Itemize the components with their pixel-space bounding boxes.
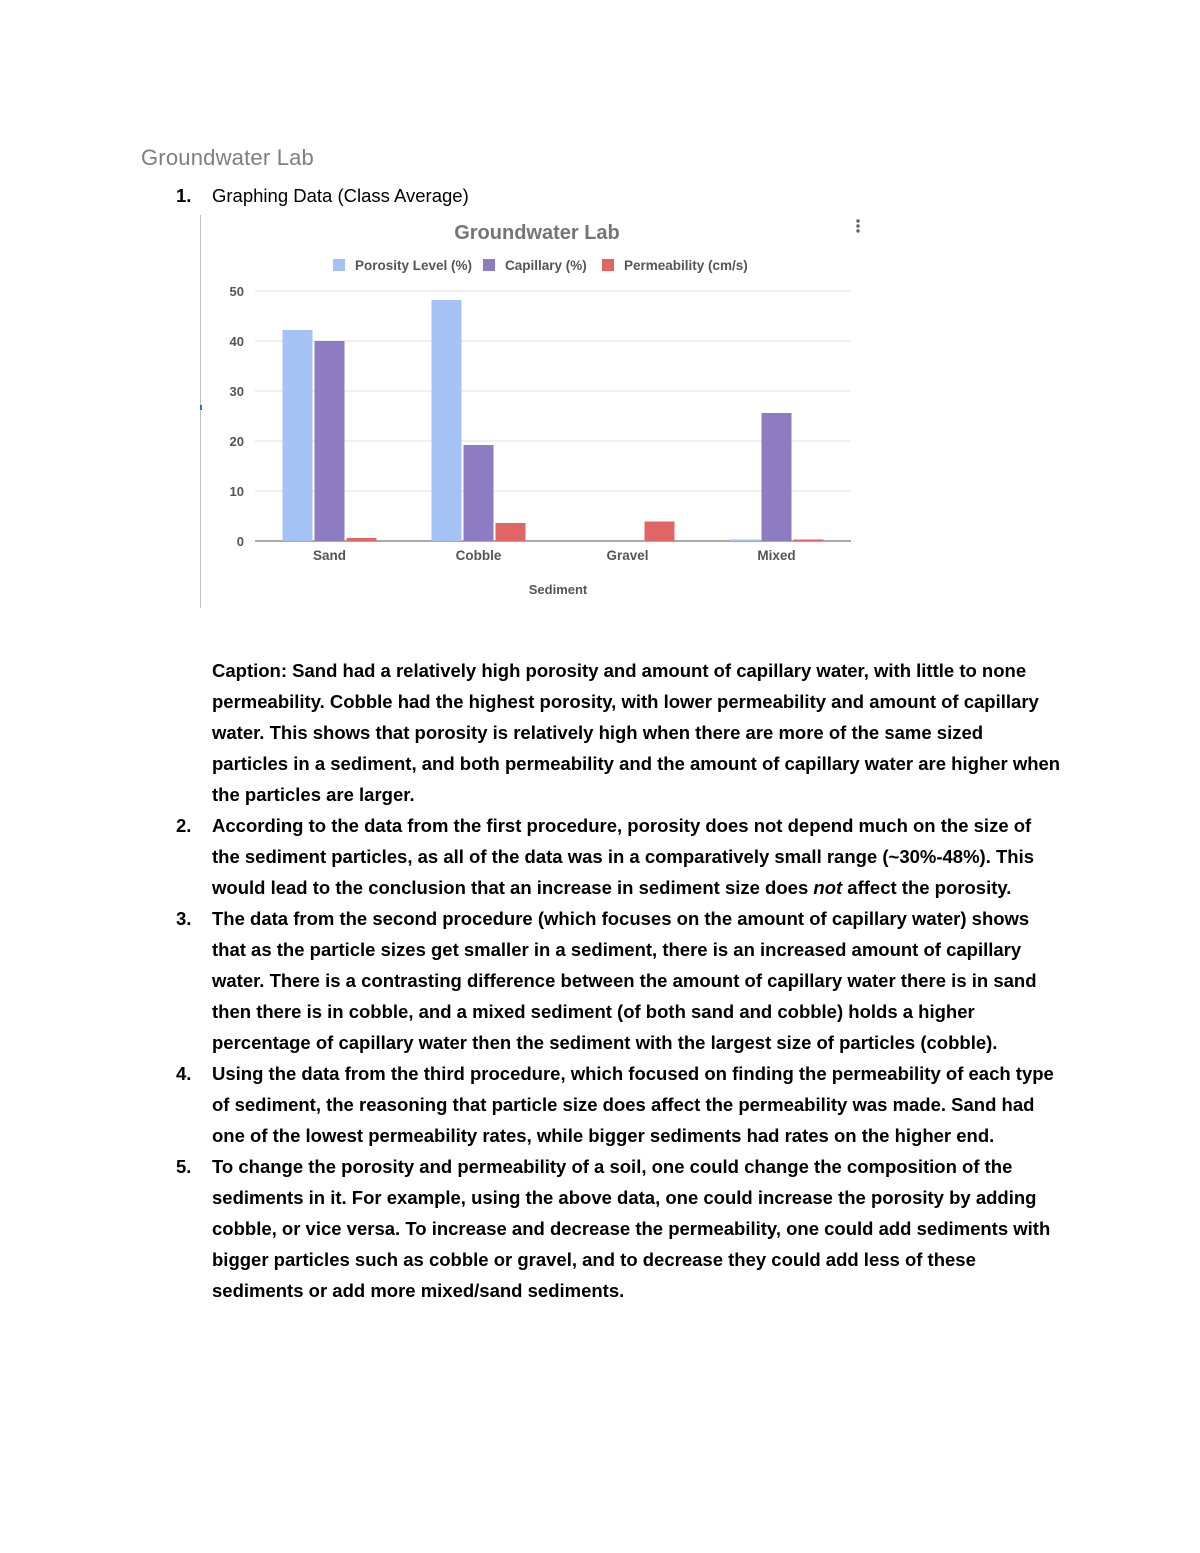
bar-mixed-1 xyxy=(762,413,792,541)
legend-swatch-1 xyxy=(483,259,495,271)
y-tick-label: 20 xyxy=(229,434,244,449)
page-title: Groundwater Lab xyxy=(141,145,314,170)
legend-label-0: Porosity Level (%) xyxy=(355,258,473,273)
chart-container xyxy=(200,215,920,615)
item-emphasis: not xyxy=(813,877,843,898)
item-heading: Graphing Data (Class Average) xyxy=(212,185,469,206)
chart-selection-handle xyxy=(200,405,202,410)
more-vert-icon-dot-0 xyxy=(856,219,859,222)
bar-cobble-0 xyxy=(432,300,462,541)
bar-cobble-1 xyxy=(464,445,494,541)
y-tick-label: 10 xyxy=(229,484,244,499)
legend-swatch-2 xyxy=(602,259,614,271)
bar-sand-1 xyxy=(315,341,345,541)
x-axis-label: Sediment xyxy=(528,582,588,597)
item-text: To change the porosity and permeability of a soil, one could change the composition of the sediments in it. For example, using the above data, one could increase the porosity by adding cobble, or vice versa. To increase and decrease the permeability, one could add sediments with bigger particles such as cobble or gravel, and to decrease they could add less of these sediments or add more mixed/sand sediments. xyxy=(212,1156,1051,1301)
y-tick-label: 40 xyxy=(229,334,244,349)
item-number: 3. xyxy=(176,908,192,929)
legend-swatch-0 xyxy=(333,259,345,271)
more-vert-icon-dot-1 xyxy=(856,224,859,227)
x-tick-label: Mixed xyxy=(757,548,796,563)
x-tick-label: Sand xyxy=(312,548,347,563)
legend-label-1: Capillary (%) xyxy=(505,258,587,273)
item-number: 1. xyxy=(176,185,192,206)
item-text: Using the data from the third procedure, which focused on finding the permeability of each type of sediment, the reasoning that particle size does affect the permeability was made. Sand had one of the lowest permeability rates, while bigger sediments had rates on the higher end. xyxy=(212,1063,1054,1146)
question-list xyxy=(141,180,1061,1306)
bar-sand-0 xyxy=(283,330,313,541)
y-tick-label: 50 xyxy=(229,284,244,299)
list-item-4 xyxy=(141,1058,1061,1151)
groundwater-chart xyxy=(200,215,920,615)
list-item-3 xyxy=(141,903,1061,1058)
item-text: The data from the second procedure (which focuses on the amount of capillary water) shows that as the particle sizes get smaller in a sediment, there is an increased amount of capillary water. There is a contrasting difference between the amount of capillary water there is in sand then there is in cobble, and a mixed sediment (of both sand and cobble) holds a higher percentage of capillary water then the sediment with the largest size of particles (cobble). xyxy=(212,908,1037,1053)
x-tick-label: Gravel xyxy=(606,548,649,563)
y-tick-label: 30 xyxy=(229,384,244,399)
item-text-end: affect the porosity. xyxy=(842,877,1012,898)
chart-title: Groundwater Lab xyxy=(454,222,620,244)
bar-mixed-2 xyxy=(794,540,824,542)
list-item-1 xyxy=(141,180,1061,810)
item-number: 5. xyxy=(176,1156,192,1177)
item-number: 4. xyxy=(176,1063,192,1084)
list-item-5 xyxy=(141,1151,1061,1306)
more-vert-icon-dot-2 xyxy=(856,229,859,232)
bar-mixed-0 xyxy=(730,540,760,542)
item-number: 2. xyxy=(176,815,192,836)
bar-cobble-2 xyxy=(496,523,526,541)
x-tick-label: Cobble xyxy=(455,548,502,563)
list-item-2 xyxy=(141,810,1061,903)
bar-gravel-2 xyxy=(645,522,675,542)
chart-caption: Caption: Sand had a relatively high porosity and amount of capillary water, with little to none permeability. Cobble had the highest porosity, with lower permeability and amount of capillary water. This shows that porosity is relatively high when there are more of the same sized particles in a sediment, and both permeability and the amount of capillary water are higher when the particles are larger. xyxy=(212,660,1061,805)
bar-sand-2 xyxy=(347,538,377,541)
y-tick-label: 0 xyxy=(236,534,244,549)
legend-label-2: Permeability (cm/s) xyxy=(624,258,748,273)
item-text: According to the data from the first procedure, porosity does not depend much on the size of the sediment particles, as all of the data was in a comparatively small range (~30%-48%). This would lead to the conclusion that an increase in sediment size does xyxy=(212,815,1035,898)
